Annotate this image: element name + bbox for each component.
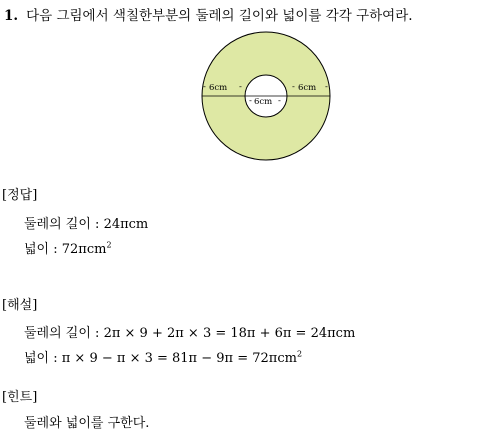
label-center-segment: 6cm <box>254 97 273 107</box>
dash-center-a: - <box>249 96 252 106</box>
explanation-area <box>24 347 302 366</box>
answer-area-text: 넓이 : 72πcm <box>24 242 107 257</box>
dash-left-b: - <box>239 82 242 92</box>
label-left-segment: 6cm <box>209 83 228 93</box>
explanation-perimeter: 둘레의 길이 : 2π × 9 + 2π × 3 = 18π + 6π = 24πcm <box>24 326 356 341</box>
answer-area <box>24 238 112 257</box>
dash-right-b: - <box>325 82 328 92</box>
dash-center-b: - <box>278 96 281 106</box>
label-right-segment: 6cm <box>298 83 317 93</box>
hint-heading: [힌트] <box>2 390 38 405</box>
question-number: 1. <box>4 8 19 24</box>
annulus-figure <box>196 26 336 170</box>
question-text: 다음 그림에서 색칠한부분의 둘레의 길이와 넓이를 각각 구하여라. <box>26 8 413 24</box>
explanation-area-text: 넓이 : π × 9 − π × 3 = 81π − 9π = 72πcm <box>24 351 297 366</box>
hint-text: 둘레와 넓이를 구한다. <box>24 416 150 431</box>
answer-area-exponent: 2 <box>106 240 112 250</box>
explanation-area-exponent: 2 <box>296 349 303 359</box>
answer-perimeter: 둘레의 길이 : 24πcm <box>24 217 149 232</box>
dash-right-a: - <box>292 82 295 92</box>
explanation-heading: [해설] <box>2 298 38 313</box>
answer-heading: [정답] <box>2 188 38 203</box>
annulus-diagram <box>196 26 336 166</box>
dash-left-a: - <box>203 82 206 92</box>
question <box>4 4 413 24</box>
